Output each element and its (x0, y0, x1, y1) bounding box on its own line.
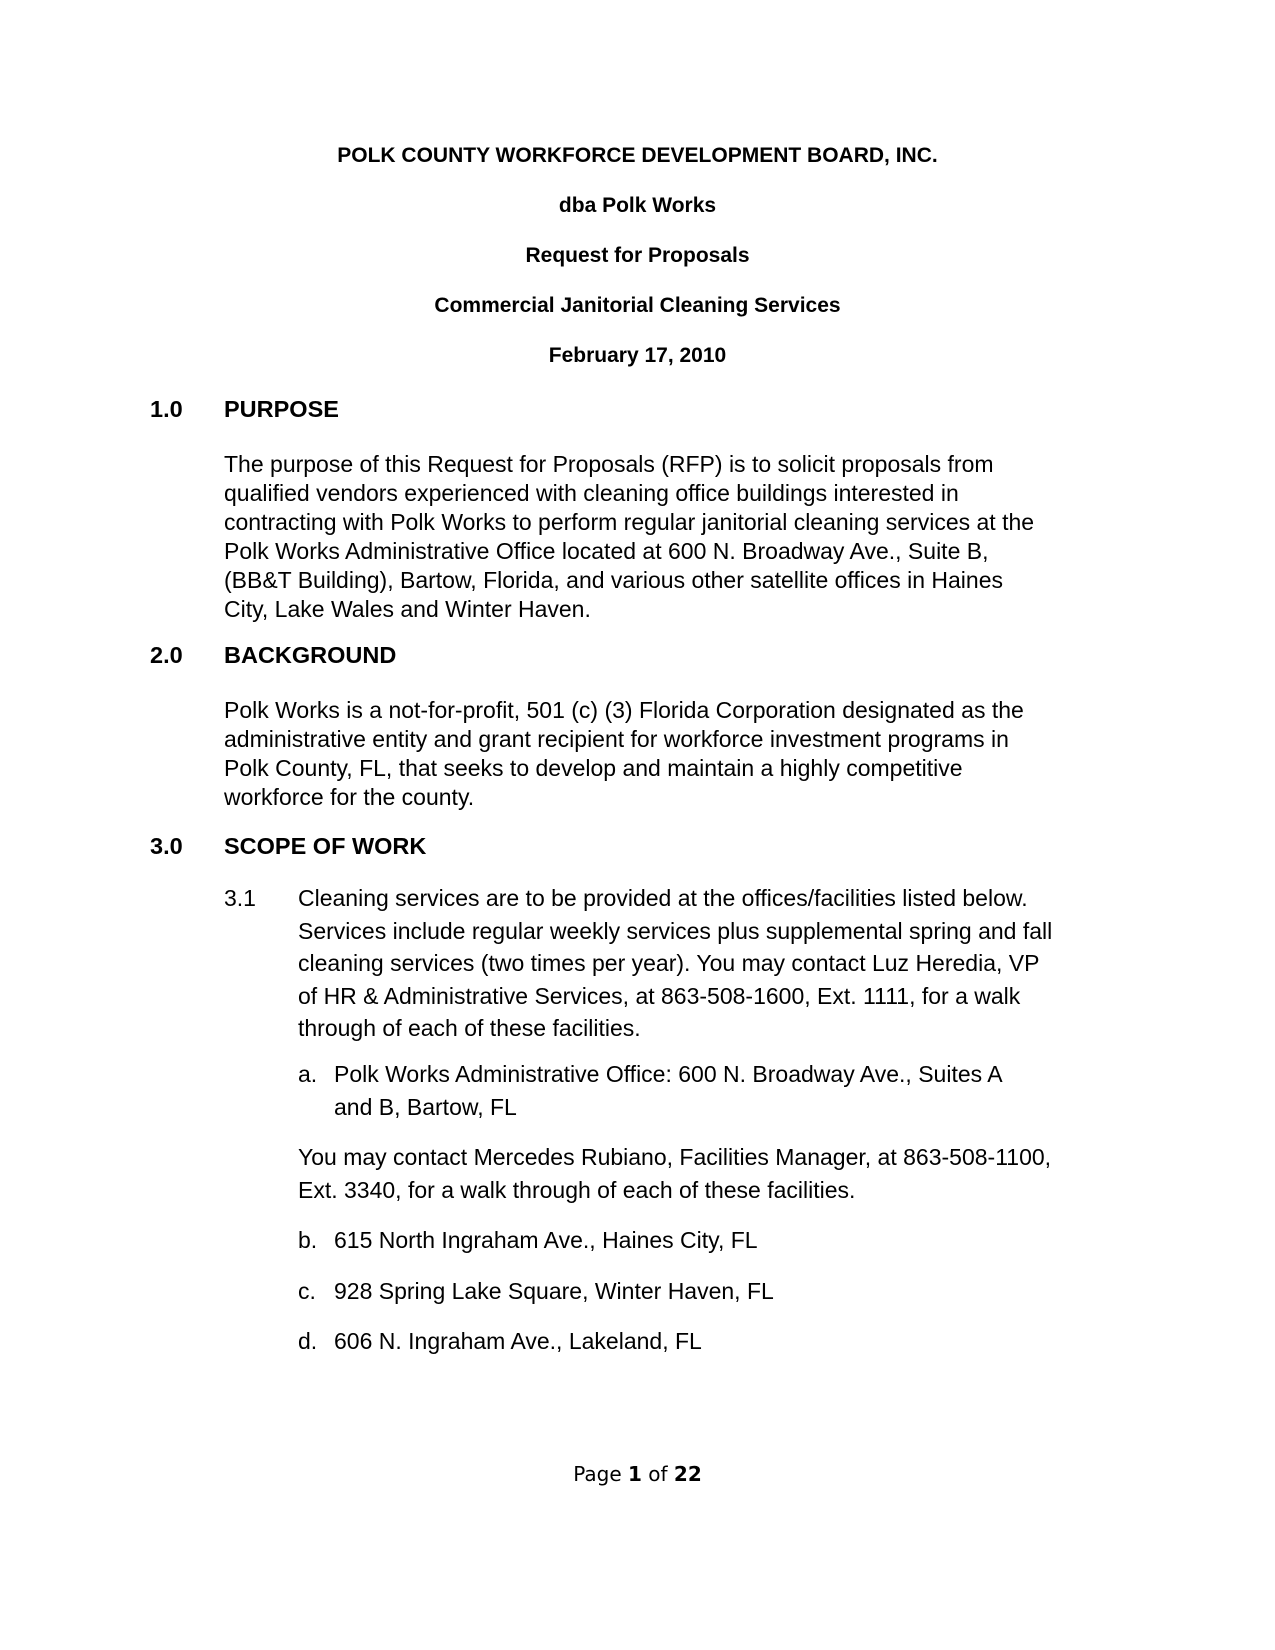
paragraph-line: qualified vendors experienced with cleaning office buildings interested in (224, 480, 959, 506)
section-number: 3.0 (150, 833, 183, 859)
background-paragraph (224, 696, 1124, 812)
list-item-line: 606 N. Ingraham Ave., Lakeland, FL (334, 1328, 702, 1354)
of-word: of (648, 1462, 668, 1486)
list-letter: a. (298, 1061, 318, 1087)
subject-title: Commercial Janitorial Cleaning Services (434, 294, 841, 317)
org-title: POLK COUNTY WORKFORCE DEVELOPMENT BOARD, INC. (337, 144, 938, 167)
list-item-line: 615 North Ingraham Ave., Haines City, FL (334, 1227, 758, 1253)
page-total: 22 (673, 1462, 702, 1486)
contact-note (298, 1141, 1158, 1206)
doc-type-title: Request for Proposals (525, 244, 750, 267)
section-number: 2.0 (150, 642, 183, 668)
paragraph-line: cleaning services (two times per year). You may contact Luz Heredia, VP (298, 950, 1040, 976)
section-title: PURPOSE (224, 396, 339, 422)
date-title: February 17, 2010 (548, 344, 727, 367)
paragraph-line: workforce for the county. (224, 784, 475, 810)
section-heading-background (150, 641, 396, 669)
paragraph-line: The purpose of this Request for Proposals (RFP) is to solicit proposals from (224, 451, 994, 477)
paragraph-line: administrative entity and grant recipient for workforce investment programs in (224, 726, 1009, 752)
list-letter: b. (298, 1227, 318, 1253)
paragraph-line: Polk County, FL, that seeks to develop and maintain a highly competitive (224, 755, 963, 781)
list-item-line: and B, Bartow, FL (334, 1093, 517, 1120)
paragraph-line: through of each of these facilities. (298, 1015, 641, 1041)
subsection-paragraph (298, 882, 1158, 1045)
section-title: BACKGROUND (224, 642, 397, 668)
paragraph-line: of HR & Administrative Services, at 863-508-1600, Ext. 1111, for a walk (298, 982, 1021, 1009)
page-footer (0, 1462, 1275, 1486)
paragraph-line: You may contact Mercedes Rubiano, Facilities Manager, at 863-508-1100, (298, 1144, 1052, 1170)
page-word: Page (573, 1462, 622, 1486)
paragraph-line: Cleaning services are to be provided at the offices/facilities listed below. (298, 885, 1028, 911)
page-current: 1 (628, 1462, 642, 1486)
paragraph-line: Polk Works Administrative Office located at 600 N. Broadway Ave., Suite B, (224, 538, 989, 564)
paragraph-line: contracting with Polk Works to perform regular janitorial cleaning services at the (224, 509, 1035, 535)
section-heading-purpose (150, 395, 339, 423)
list-item-text (334, 1058, 1154, 1123)
section-number: 1.0 (150, 396, 183, 422)
paragraph-line: Polk Works is a not-for-profit, 501 (c) (3) Florida Corporation designated as the (224, 697, 1024, 723)
list-letter: c. (298, 1278, 316, 1304)
section-heading-scope (150, 832, 426, 860)
list-item-line: Polk Works Administrative Office: 600 N. Broadway Ave., Suites A (334, 1061, 1003, 1087)
purpose-paragraph (224, 450, 1124, 624)
list-item-text (334, 1325, 1154, 1358)
list-item-text (334, 1224, 1154, 1257)
dba-title: dba Polk Works (558, 194, 717, 217)
paragraph-line: (BB&T Building), Bartow, Florida, and various other satellite offices in Haines (224, 567, 1003, 593)
paragraph-line: Ext. 3340, for a walk through of each of these facilities. (298, 1176, 856, 1203)
list-item-line: 928 Spring Lake Square, Winter Haven, FL (334, 1278, 774, 1304)
paragraph-line: Services include regular weekly services plus supplemental spring and fall (298, 917, 1053, 944)
section-title: SCOPE OF WORK (224, 833, 427, 859)
list-item-text (334, 1275, 1154, 1308)
paragraph-line: City, Lake Wales and Winter Haven. (224, 596, 591, 622)
list-letter: d. (298, 1328, 318, 1354)
subsection-number: 3.1 (224, 885, 256, 911)
